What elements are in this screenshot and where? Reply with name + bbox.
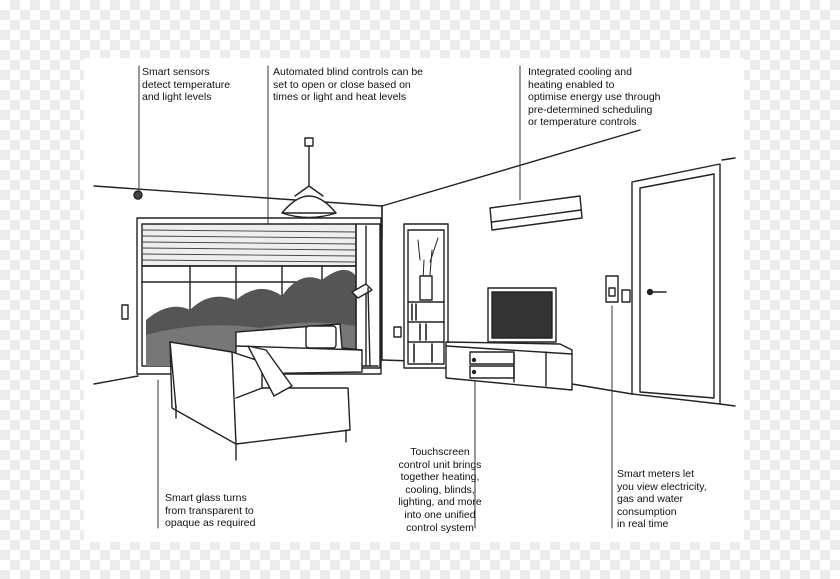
callout-integrated-cooling: Integrated cooling and heating enabled to optimise energy use through pre-determined scheduling or temperature controls (528, 66, 661, 129)
sensor-icon (134, 191, 142, 199)
callout-smart-sensors: Smart sensors detect temperature and light levels (142, 66, 231, 104)
callout-touchscreen: Touchscreen control unit brings together heating, cooling, blinds, lighting, and more into one unified control system (398, 446, 482, 534)
callout-automated-blinds: Automated blind controls can be set to open or close based on times or light and heat levels (273, 66, 424, 104)
wall-controls (606, 276, 630, 302)
callout-smart-glass: Smart glass turns from transparent to opaque as required (165, 492, 256, 530)
air-conditioner (490, 196, 582, 230)
tv-console (446, 288, 572, 390)
bookshelf (394, 224, 448, 368)
door (632, 164, 720, 404)
pendant-lamp (282, 138, 336, 218)
callout-smart-meters: Smart meters let you view electricity, gas and water consumption in real time (617, 468, 707, 531)
diagram-frame (84, 58, 744, 542)
